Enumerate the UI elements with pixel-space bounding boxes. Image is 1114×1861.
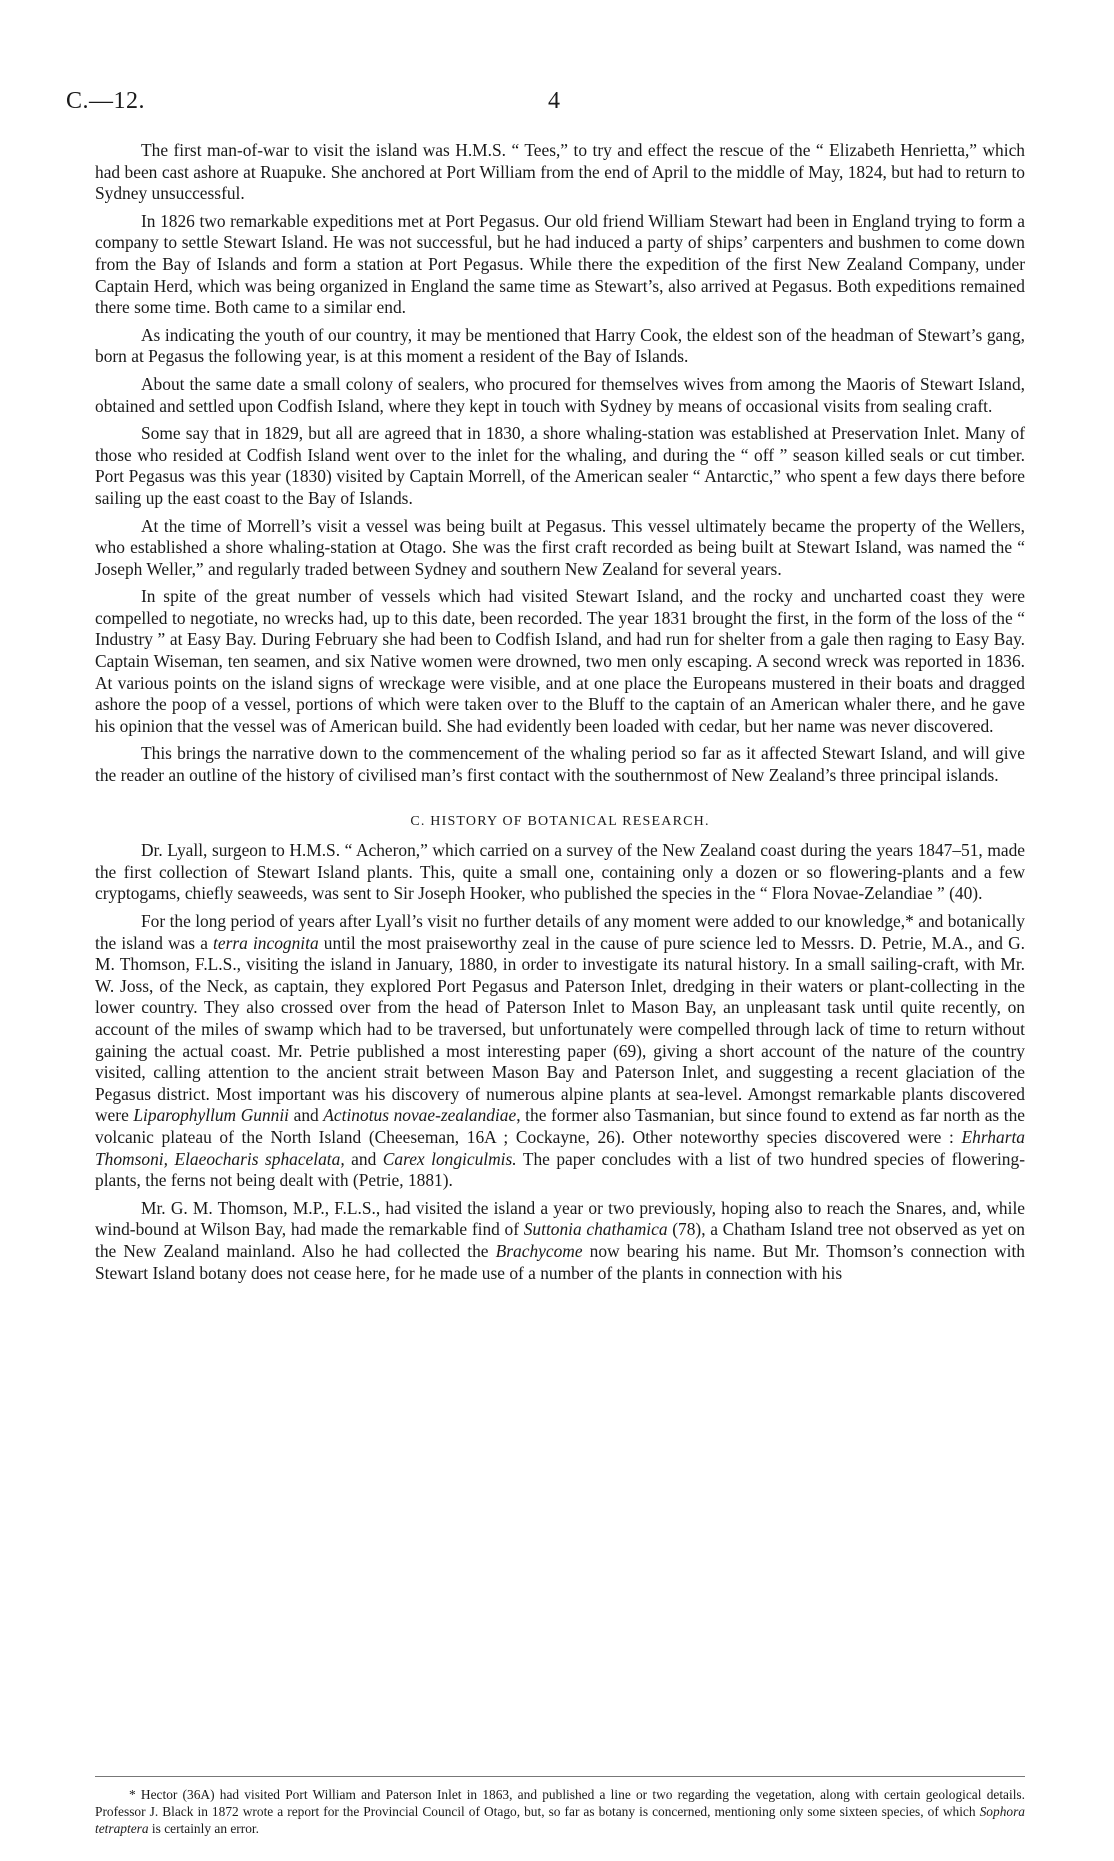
text-run: and [289,1105,324,1126]
species-name: Carex longiculmis. [382,1148,517,1169]
text-run: and [344,1148,383,1169]
main-text [95,140,1025,1290]
paragraph-tees: The first man-of-war to visit the island was H.M.S. “ Tees,” to try and effect the rescue of the “ Elizabeth Henrietta,” which had been cast ashore at Ruapuke. She anchored at Port William from the end of April to the middle of May, 1824, but had to return to Sydney unsuccessful. [95,140,1025,204]
italic-term: terra incognita [213,932,319,953]
text-run: For the long period of years after Lyall’s visit no further details of any moment were added to our knowledge,* and botanically the island was a [95,911,1025,953]
paragraph-preservation-inlet: Some say that in 1829, but all are agreed that in 1830, a shore whaling-station was established at Preservation Inlet. Many of those who resided at Codfish Island went over to the inlet for the whaling, and during the “ off ” season killed seals or cut timber. Port Pegasus was this year (1830) visited by Captain Morrell, of the American sealer “ Antarctic,” who spent a few days there before sailing up the east coast to the Bay of Islands. [95,423,1025,508]
species-name: Ehrharta Thomsoni, Elaeocharis sphacelata, [95,1126,1025,1169]
paragraph-narrative-summary: This brings the narrative down to the commencement of the whaling period so far as it affected Stewart Island, and will give the reader an outline of the history of civilised man’s first contact with the southernmost of New Zealand’s three principal islands. [95,743,1025,786]
footnote [95,1787,1025,1837]
species-name: Liparophyllum Gunnii [133,1105,290,1126]
section-heading: C. HISTORY OF BOTANICAL RESEARCH. [410,813,710,829]
species-name: Brachycome [495,1240,583,1261]
paragraph-expeditions-1826: In 1826 two remarkable expeditions met at Port Pegasus. Our old friend William Stewart had been in England trying to form a company to settle Stewart Island. He was not successful, but he had induced a party of ships’ carpenters and bushmen to come down from the Bay of Islands and form a station at Port Pegasus. While there the expedition of the first New Zealand Company, under Captain Herd, which was being organized in England the same time as Stewart’s, also arrived at Pegasus. Both expeditions remained there some time. Both came to a similar end. [95,210,1025,318]
page-header [66,88,1056,124]
page-number: 4 [548,88,560,114]
text-run: * Hector (36A) had visited Port William and Paterson Inlet in 1863, and published a line or two regarding the vegetation, along with certain geological details. Professor J. Black in 1872 wrote a report for the Provincial Council of Otago, but, so far as botany is concerned, mentioning only some sixteen species, of which [95,1787,1025,1819]
text-run: The paper concludes with a list of two hundred species of flowering-plants, the ferns not being dealt with (Petrie, 1881). [95,1148,1025,1191]
paragraph-petrie-thomson [95,911,1025,1192]
paragraph-wrecks: In spite of the great number of vessels which had visited Stewart Island, and the rocky and uncharted coast they were compelled to negotiate, no wrecks had, up to this date, been recorded. The year 1831 brought the first, in the form of the loss of the “ Industry ” at Easy Bay. During February she had been to Codfish Island, and had run for shelter from a gale then raging to Easy Bay. Captain Wiseman, ten seamen, and six Native women were drowned, two men only escaping. A second wreck was reported in 1836. At various points on the island signs of wreckage were visible, and at one place the Europeans mustered in their boats and dragged ashore the poop of a vessel, portions of which were taken over to the Bluff to the captain of an American whaler there, and he gave his opinion that the vessel was of American build. She had evidently been loaded with cedar, but her name was never discovered. [95,586,1025,736]
species-name: Sophora tetraptera [95,1803,1025,1836]
species-name: Suttonia chathamica [523,1219,668,1240]
paragraph-lyall: Dr. Lyall, surgeon to H.M.S. “ Acheron,” which carried on a survey of the New Zealand coast during the years 1847–51, made the first collection of Stewart Island plants. This, quite a small one, containing only a dozen or so flowering-plants and a few cryptogams, chiefly seaweeds, was sent to Sir Joseph Hooker, who published the species in the “ Flora Novae-Zelandiae ” (40). [95,840,1025,904]
paragraph-codfish-sealers: About the same date a small colony of sealers, who procured for themselves wives from among the Maoris of Stewart Island, obtained and settled upon Codfish Island, where they kept in touch with Sydney by means of occasional visits from sealing craft. [95,373,1025,416]
text-run: now bearing his name. But Mr. Thomson’s connection with Stewart Island botany does not cease here, for he made use of a number of the plants in connection with his [95,1240,1025,1283]
paragraph-harry-cook: As indicating the youth of our country, it may be mentioned that Harry Cook, the eldest son of the headman of Stewart’s gang, born at Pegasus the following year, is at this moment a resident of the Bay of Islands. [95,324,1025,367]
paragraph-thomson [95,1198,1025,1284]
text-run: (78), a Chatham Island tree not observed as yet on the New Zealand mainland. Also he had collected the [95,1219,1025,1261]
footnote-divider [95,1776,1025,1777]
species-name: Actinotus novae-zealandiae [323,1105,517,1126]
text-run: is certainly an error. [148,1820,259,1836]
text-run: until the most praiseworthy zeal in the cause of pure science led to Messrs. D. Petrie, M.A., and G. M. Thomson, F.L.S., visiting the island in January, 1880, in order to investigate its natural history. In a small sailing-craft, with Mr. W. Joss, of the Neck, as captain, they explored Port Pegasus and Paterson Inlet, dredging in their waters or plant-collecting in the lower country. They also crossed over from the head of Paterson Inlet to Mason Bay, an unpleasant task until quite recently, on account of the miles of swamp which had to be traversed, but unfortunately were compelled through lack of time to return without gaining the actual coast. Mr. Petrie published a most interesting paper (69), giving a short account of the nature of the country visited, calling attention to the ancient strait between Mason Bay and Paterson Inlet, and suggesting a recent glaciation of the Pegasus district. Most important was his discovery of numerous alpine plants at sea-level. Amongst remarkable plants discovered were [95,932,1025,1126]
text-run: , the former also Tasmanian, but since found to extend as far north as the volcanic plateau of the North Island (Cheeseman, 16A ; Cockayne, 26). Other noteworthy species discovered were : [95,1105,1026,1147]
footnote-text [95,1787,1025,1837]
paragraph-joseph-weller: At the time of Morrell’s visit a vessel was being built at Pegasus. This vessel ultimately became the property of the Wellers, who established a shore whaling-station at Otago. She was the first craft recorded as being built at Stewart Island, was named the “ Joseph Weller,” and regularly traded between Sydney and southern New Zealand for several years. [95,515,1025,579]
document-code: C.—12. [66,88,146,114]
text-run: Mr. G. M. Thomson, M.P., F.L.S., had visited the island a year or two previously, hoping also to reach the Snares, and, while wind-bound at Wilson Bay, had made the remarkable find of [95,1197,1025,1240]
